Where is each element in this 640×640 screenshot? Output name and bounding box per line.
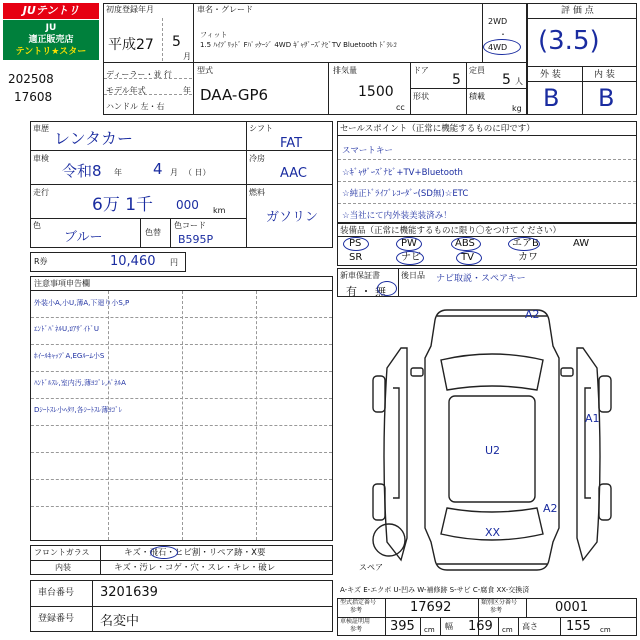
logo-badge [3,20,99,60]
equip-ps: PS [349,238,362,249]
category-value: 0001 [555,600,589,615]
model-year-label: モデル年式 [106,86,146,95]
interior-cond-value: キズ・汚レ・コゲ・穴・スレ・キレ・破レ [114,563,276,573]
fuel-label: 燃料 [249,188,265,197]
front-glass-label: フロントガラス [34,548,90,557]
equip-navi-circle [396,251,424,265]
color-code: B595P [178,233,214,246]
score-label: 評 価 点 [561,6,594,16]
ac-label: 冷房 [249,154,265,163]
mark-rear: XX [485,526,501,539]
notes-title: 注意事項申告欄 [34,279,90,288]
front-glass-value: キズ・飛石・ヒビ割・リペア跡・X要 [124,548,266,558]
length-sub: 参考 [350,626,363,633]
length-label: 車検証明用 [340,618,371,625]
fuel-value: ガソリン [266,210,319,225]
warranty-none-circle [377,281,397,296]
lot-code: 202508 [8,72,54,86]
inspection-year-unit: 年 [114,168,122,177]
recycle-value: 10,460 [110,254,156,269]
equip-abs-circle [451,237,481,251]
mark-roof: U2 [485,444,501,457]
type-spec-label: 型式指定番号 [340,599,377,606]
exterior-label: 外 装 [540,70,561,80]
capacity-unit: 人 [515,77,523,86]
height-unit: cm [600,626,611,634]
chassis-value: 3201639 [100,585,158,600]
length-unit: cm [424,626,435,634]
drive-4wd-circle [483,39,521,55]
mileage-unit: km [213,206,226,215]
category-sub: 参考 [490,607,503,614]
exterior-grade: B [543,84,560,112]
dealer-logo [3,3,99,61]
sales-points-title: セールスポイント（正常に機能するものに印です） [340,124,535,134]
mark-front: A2 [525,308,540,321]
type-value: DAA-GP6 [200,86,269,104]
height-value: 155 [566,619,591,634]
length-value: 395 [390,619,415,634]
cc-value: 1500 [358,84,394,100]
note-line-1: 外装小A,小U,薄A,下廻り小S,P [34,299,130,307]
equipment-title: 装備品（正常に機能するものに限り〇をつけてください） [340,226,562,236]
equip-sr: SR [349,252,363,263]
capacity-value: 5 [502,72,511,88]
inspection-day-unit: （ 日） [184,168,211,177]
equip-ps-circle [343,237,369,251]
equip-leather: カワ [518,252,538,263]
equip-airbag-circle [508,237,540,251]
drive-sep: ・ [499,30,507,39]
color-label: 色 [33,221,41,230]
after-value: ナビ取説・スペアキー [436,274,526,284]
logo-line2: 適正販売店 [28,35,74,45]
shape-label: 形状 [413,92,429,101]
car-damage-diagram [337,298,637,576]
shift-label: シフト [249,124,273,133]
cc-label: 排気量 [333,66,357,75]
mileage-label: 走行 [33,188,49,197]
front-glass-circle [150,546,178,559]
grade: 1.5 ﾊｲﾌﾞﾘｯﾄﾞ Fﾊﾟｯｹｰｼﾞ 4WD ｷﾞｬｻﾞｰｽﾞﾅﾋﾞTV Bluetooth ﾄﾞﾗﾚｺ [200,41,397,49]
note-line-3: ﾎｲｰﾙｷｬｯﾌﾟA,EGﾙｰﾑ小S [34,352,105,360]
load-unit: kg [512,104,522,113]
recycle-box [30,252,186,272]
inspection-era: 令和8 [62,162,102,180]
interior-grade: B [598,84,615,112]
score-value: (3.5) [538,26,600,56]
lot-number: 17608 [14,90,53,104]
mileage-sub: 000 [176,198,199,212]
name-grade-label: 車名・グレード [197,5,253,14]
color-value: ブルー [64,230,103,245]
warranty-value: 有 ・ 無 [346,285,386,298]
warranty-label: 新車保証書 [340,271,380,280]
first-reg-era: 平成27 [108,37,154,53]
year-unit: 年 [183,86,191,95]
logo-line3: テントリ★スター [15,47,87,57]
mark-right: A1 [585,412,600,425]
equip-pw: PW [401,238,417,249]
type-label: 型式 [197,66,213,75]
color-code-label: 色コード [174,221,206,230]
width-label: 幅 [445,622,453,631]
spare-label: スペア [359,563,383,572]
sales-point-4: ☆当社にて内外装美装済み！ [342,211,452,221]
interior-cond-label: 内装 [55,563,71,572]
shift-value: FAT [280,136,303,151]
type-spec-sub: 参考 [350,607,363,614]
height-label: 高さ [522,622,538,631]
width-value: 169 [468,619,493,634]
handle-label: ハンドル 左・右 [106,102,165,111]
recycle-label: R券 [34,257,48,266]
header-grid [103,3,527,115]
note-line-4: ﾊﾝﾄﾞﾙｽﾚ,室内汚,薄ﾖｺﾞﾚ,ﾊﾟﾈﾙA [34,379,126,387]
equip-airbag: エアB [512,238,539,249]
equip-navi: ナビ [401,252,421,263]
logo-brand: JUテントリ [3,3,99,19]
inspection-label: 車検 [33,154,49,163]
sales-point-1: スマートキー [342,146,393,156]
door-value: 5 [452,72,461,88]
mileage-value: 6万 1千 [92,195,154,215]
capacity-label: 定員 [469,66,485,75]
equip-aw: AW [573,238,590,249]
mark-rear-right: A2 [543,502,558,515]
dealer-label: ディーラー・並 行 [106,70,172,79]
cc-unit: cc [396,103,405,112]
history-label: 車歴 [33,124,49,133]
equip-abs: ABS [455,238,475,249]
width-unit: cm [502,626,513,634]
first-reg-month: 5 [172,34,181,50]
damage-legend: A-キズ E-エクボ U-凹み W-補修跡 S-サビ C-腐食 XX-交換済 [340,586,530,594]
drive-2wd: 2WD [488,17,508,26]
interior-label: 内 装 [594,70,615,80]
month-unit: 月 [183,52,191,61]
car-name: フィット [200,31,228,39]
logo-line1: JU [45,23,57,33]
sales-point-2: ☆ｷﾞｬｻﾞｰｽﾞﾅﾋﾞ+TV+Bluetooth [342,168,463,178]
equip-tv-circle [456,251,482,265]
after-label: 後日品 [401,271,425,280]
reg-label: 登録番号 [38,614,75,624]
door-label: ドア [413,66,429,75]
chassis-label: 車台番号 [38,588,75,598]
note-line-5: Dｼｰﾄｽﾚ小ﾍﾀﾘ,各ｼｰﾄｽﾚ薄ﾖｺﾞﾚ [34,406,123,414]
first-reg-label: 初度登録年月 [106,5,154,14]
equip-tv: TV [461,252,474,263]
sales-point-3: ☆純正ﾄﾞﾗｲﾌﾞﾚｺｰﾀﾞｰ(SD無)☆ETC [342,189,469,199]
equip-pw-circle [396,237,422,251]
type-spec-value: 17692 [410,600,452,615]
ac-value: AAC [280,166,307,181]
reg-value: 名変中 [100,614,140,629]
inspection-month-unit: 月 [170,168,178,177]
load-label: 積載 [469,92,485,101]
note-line-2: ｴﾝﾄﾞﾊﾟﾈﾙU,ﾛｱｻﾞｲﾄﾞU [34,325,99,333]
drive-4wd: 4WD [488,43,508,52]
history-value: レンタカー [54,129,133,148]
color-change-label: 色替 [145,228,161,237]
category-label: 類別区分番号 [481,599,518,606]
inspection-month: 4 [153,160,163,178]
recycle-unit: 円 [170,258,178,267]
